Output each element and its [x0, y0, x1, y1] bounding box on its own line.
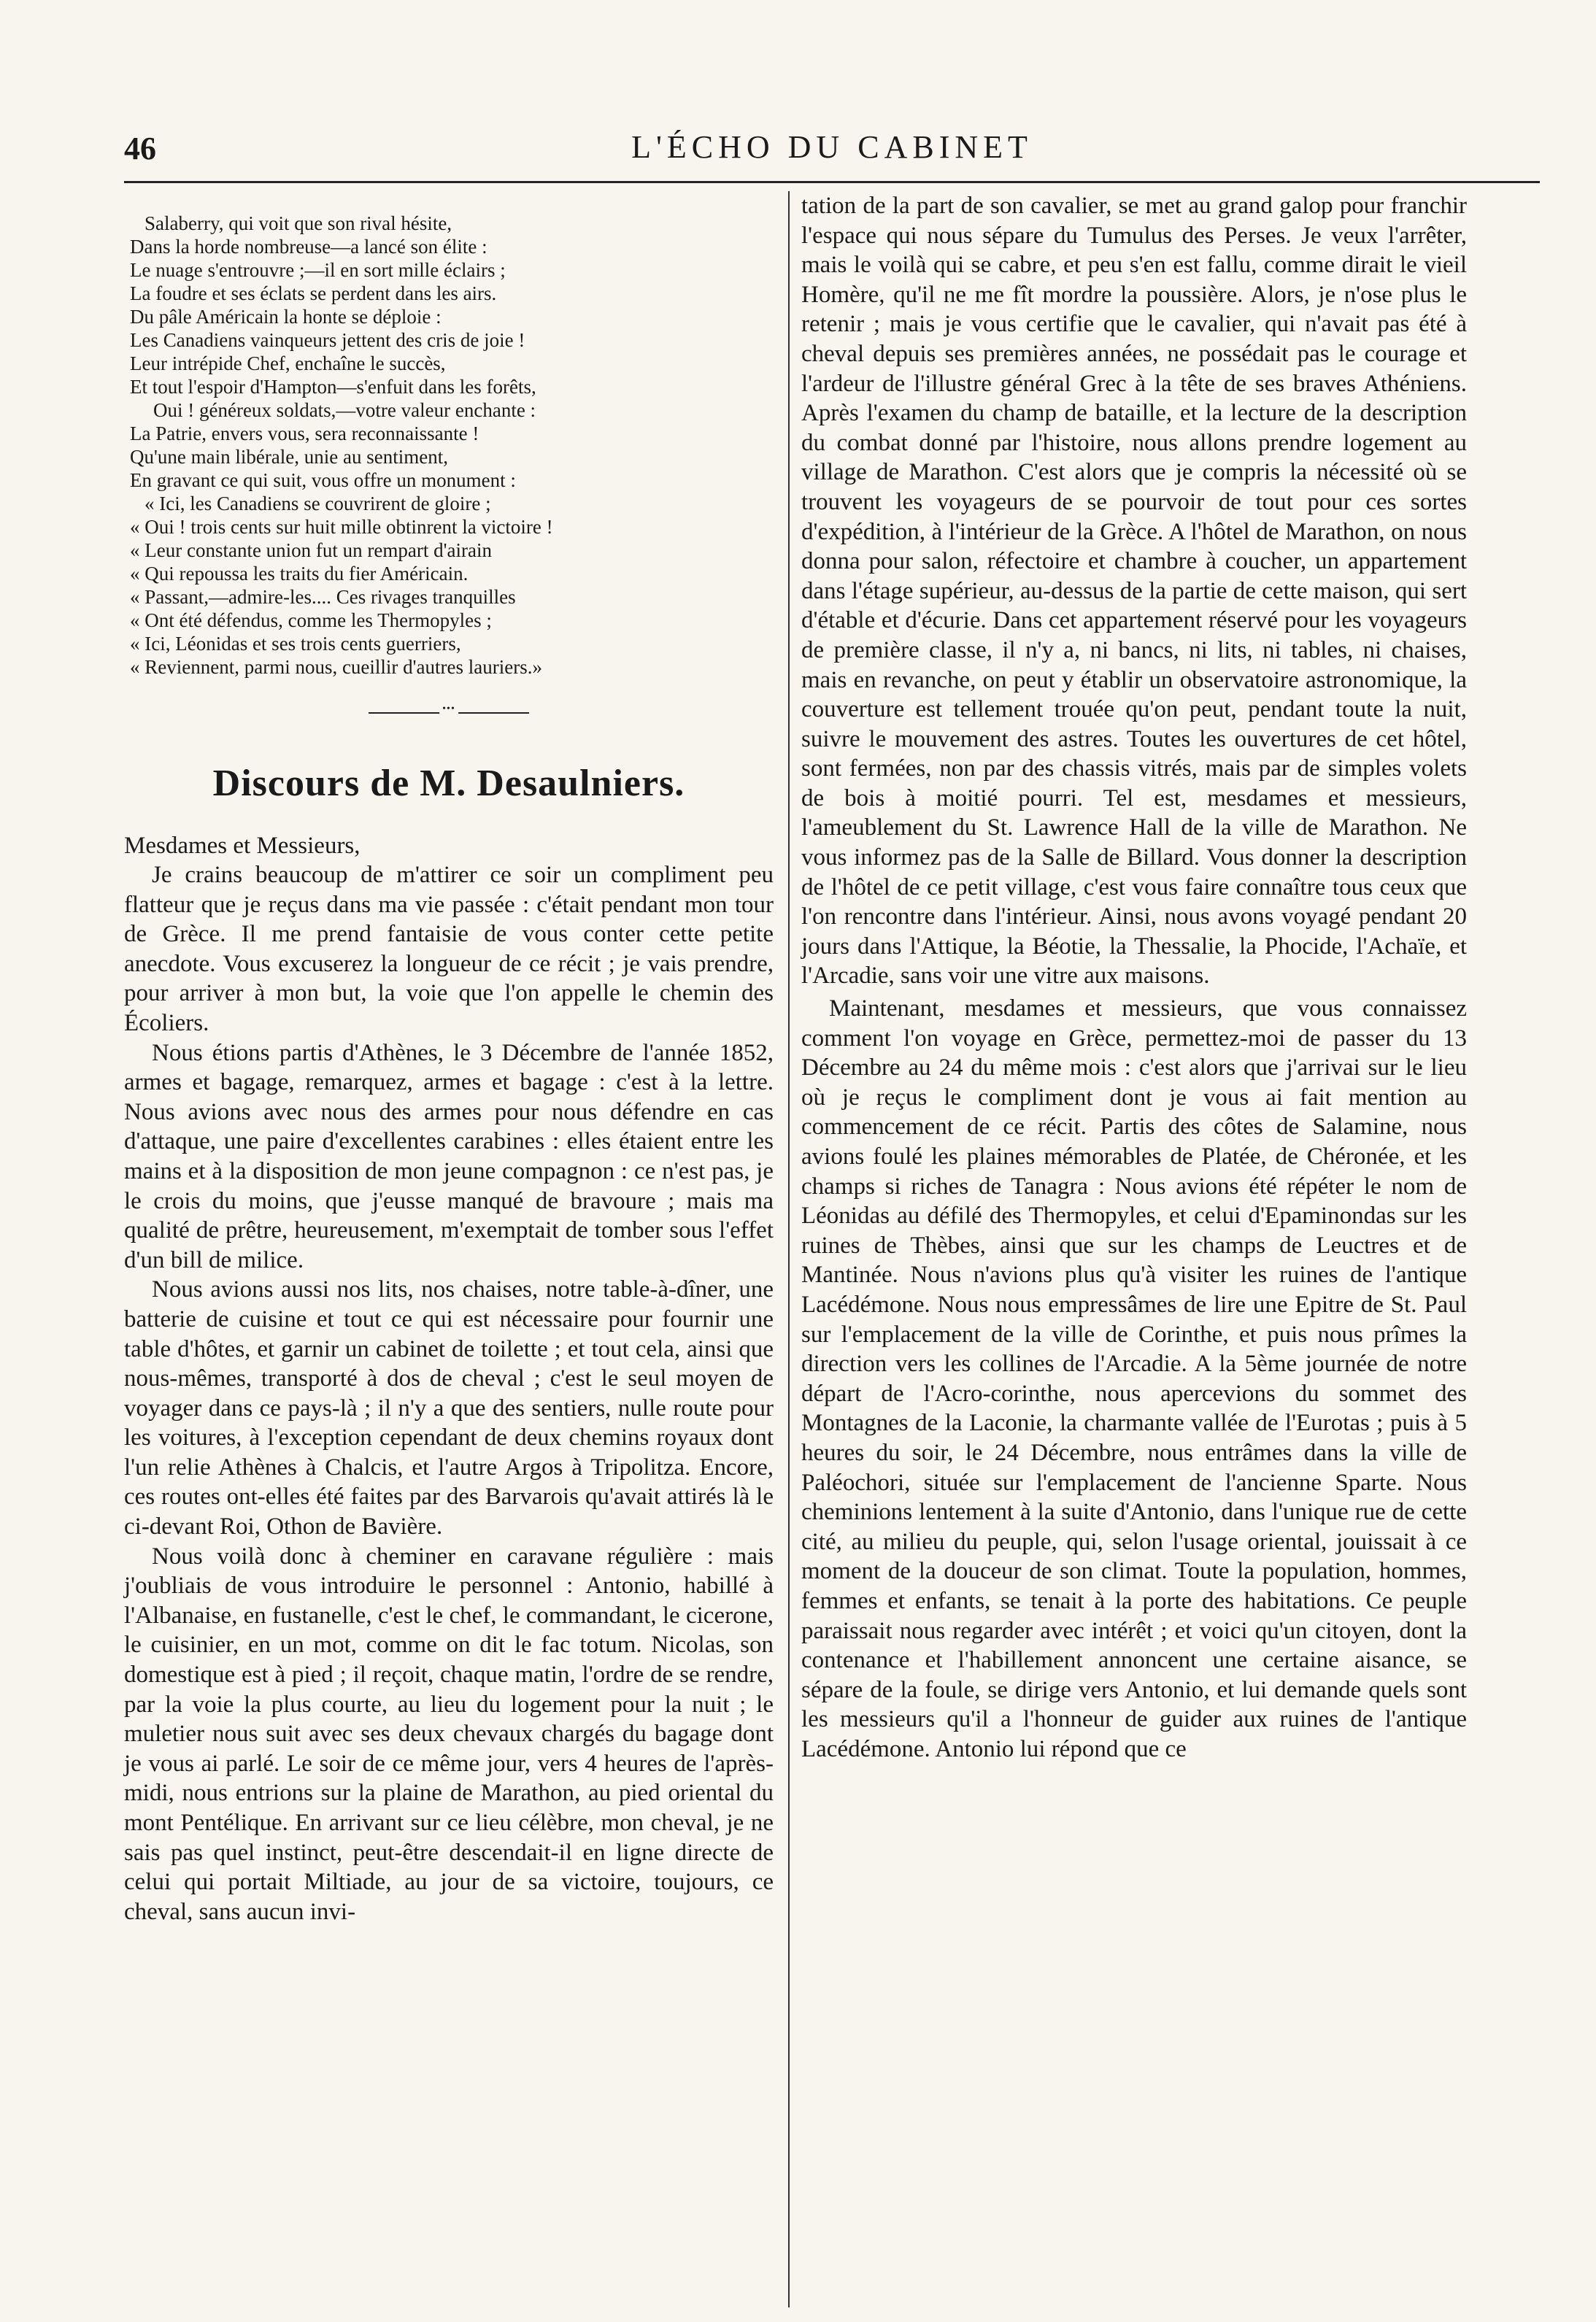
page-header [124, 126, 1540, 177]
poem-line: « Leur constante union fut un rempart d'airain [130, 539, 492, 561]
section-separator [369, 708, 529, 718]
poem-line: « Oui ! trois cents sur huit mille obtinrent la victoire ! [130, 516, 553, 538]
poem-line: « Passant,—admire-les.... Ces rivages tranquilles [130, 586, 516, 608]
poem [124, 212, 774, 679]
left-column [124, 191, 774, 1926]
page-number: 46 [124, 131, 156, 166]
paragraph: Maintenant, mesdames et messieurs, que vous connaissez comment l'on voyage en Grèce, permettez-moi de passer du 13 Décembre au 24 du même mois : c'est alors que j'arrivai sur le lieu où je reçus le compliment dont je vous ai fait mention au commencement de ce récit. Partis des côtes de Salamine, nous avions foulé les plaines mémorables de Platée, de Chéronée, et les champs si riches de Tanagra : Nous avions été répéter le nom de Léonidas au défilé des Thermopyles, et celui d'Epaminondas sur les ruines de Thèbes, ainsi que sur les champs de Leuctres et de Mantinée. Nous n'avions plus qu'à visiter les ruines de l'antique Lacédémone. Nous nous empressâmes de lire une Epitre de St. Paul sur l'emplacement de la ville de Corinthe, et puis nous prîmes la direction vers les collines de l'Arcadie. A la 5ème journée de notre départ de l'Acro-corinthe, nous apercevions du sommet des Montagnes de la Laconie, la charmante vallée de l'Eurotas ; puis à 5 heures du soir, le 24 Décembre, nous entrâmes dans la ville de Paléochori, située sur l'emplacement de l'ancienne Sparte. Nous cheminions lentement à la suite d'Antonio, dans l'unique rue de cette cité, au milieu du peuple, qui, selon l'usage oriental, jouissait à ce moment de la douceur de son climat. Toute la population, hommes, femmes et enfants, se tenait à la porte des habitations. Ce peuple paraissait nous regarder avec intérêt ; et voici qu'un citoyen, dont la contenance et l'habillement annoncent une certaine aisance, se sépare de la foule, se dirige vers Antonio, et lui demande quels sont les messieurs qu'il a l'honneur de guider aux ruines de l'antique Lacédémone. Antonio lui répond que ce [801, 995, 1467, 1762]
section-title: Discours de M. Desaulniers. [212, 763, 685, 804]
paragraph: Je crains beaucoup de m'attirer ce soir un compliment peu flatteur que je reçus dans ma vie passée : c'était pendant mon tour de Grèce. Il me prend fantaisie de vous conter cette petite anecdote. Vous excuserez la longueur de ce récit ; je vais prendre, pour arriver à mon but, la voie que l'on appelle le chemin des Écoliers. [124, 862, 774, 1036]
poem-line: La foudre et ses éclats se perdent dans les airs. [130, 282, 497, 304]
header-rule [124, 181, 1540, 183]
poem-line: Salaberry, qui voit que son rival hésite, [144, 212, 452, 234]
column-divider [788, 191, 790, 2307]
poem-line: « Ici, Léonidas et ses trois cents guerriers, [130, 633, 461, 655]
poem-line: Qu'une main libérale, unie au sentiment, [130, 446, 448, 468]
poem-line: Et tout l'espoir d'Hampton—s'enfuit dans les forêts, [130, 376, 536, 398]
paragraph: Nous étions partis d'Athènes, le 3 Décembre de l'année 1852, armes et bagage, remarquez, armes et bagage : c'est à la lettre. Nous avions avec nous des armes pour nous défendre en cas d'attaque, une paire d'excellentes carabines : elles étaient entre les mains et à la disposition de mon jeune compagnon : ce n'est pas, je le crois du moins, que j'eusse manqué de bravoure ; mais ma qualité de prêtre, heureusement, m'exemptait de tomber sous l'effet d'un bill de milice. [124, 1039, 774, 1273]
poem-line: « Qui repoussa les traits du fier Américain. [130, 563, 469, 585]
poem-line: « Ont été défendus, comme les Thermopyles ; [130, 609, 492, 631]
poem-line: La Patrie, envers vous, sera reconnaissante ! [130, 423, 479, 444]
poem-line: Le nuage s'entrouvre ;—il en sort mille éclairs ; [130, 259, 506, 281]
paragraph: Nous voilà donc à cheminer en caravane régulière : mais j'oubliais de vous introduire le personnel : Antonio, habillé à l'Albanaise, en fustanelle, c'est le chef, le commandant, le cicerone, le cuisinier, en un mot, comme on dit le fac totum. Nicolas, son domestique est à pied ; il reçoit, chaque matin, l'ordre de se rendre, par la voie la plus courte, au lieu du logement pour la nuit ; le muletier nous suit avec ses deux chevaux chargés du bagage dont je vous ai parlé. Le soir de ce même jour, vers 4 heures de l'après-midi, nous entrions sur la plaine de Marathon, au pied oriental du mont Pentélique. En arrivant sur ce lieu célèbre, mon cheval, je ne sais pas quel instinct, peut-être descendait-il en ligne directe de celui qui portait Miltiade, au jour de sa victoire, toujours, ce cheval, sans aucun invi- [124, 1543, 774, 1925]
poem-line: Oui ! généreux soldats,—votre valeur enchante : [153, 399, 536, 421]
poem-line: « Ici, les Canadiens se couvrirent de gloire ; [144, 493, 491, 514]
poem-line: En gravant ce qui suit, vous offre un monument : [130, 469, 516, 491]
salutation: Mesdames et Messieurs, [124, 833, 361, 859]
paragraph: Nous avions aussi nos lits, nos chaises, notre table-à-dîner, une batterie de cuisine et tout ce qui est nécessaire pour fournir une table d'hôtes, et garnir un cabinet de toilette ; et tout cela, ainsi que nous-mêmes, transporté à dos de cheval ; c'est le seul moyen de voyager dans ce pays-là ; il n'y a que des sentiers, nulle route pour les voitures, à l'exception cependant de deux chemins royaux dont l'un relie Athènes à Chalcis, et l'autre Argos à Tripolitza. Encore, ces routes ont-elles été faites par des Barvarois qu'avait attirés là le ci-devant Roi, Othon de Bavière. [124, 1276, 774, 1540]
paragraph-continued: tation de la part de son cavalier, se met au grand galop pour franchir l'espace qui nous sépare du Tumulus des Perses. Je veux l'arrêter, mais le voilà qui se cabre, et peu s'en est fallu, comme dirait le vieil Homère, qu'il ne me fît mordre la poussière. Alors, je n'ose plus le retenir ; mais je vous certifie que le cavalier, qui n'avait pas été à cheval depuis ses premières années, ne possédait pas le courage et l'ardeur de l'illustre général Grec à la tête de ses braves Athéniens. Après l'examen du champ de bataille, et la lecture de la description du combat donné par l'histoire, nous allons prendre logement au village de Marathon. C'est alors que je compris la nécessité où se trouvent les voyageurs de se pourvoir de tout pour ces sortes d'expédition, à l'intérieur de la Grèce. A l'hôtel de Marathon, on nous donna pour salon, réfectoire et chambre à coucher, un appartement dans l'étage supérieur, au-dessus de la partie de cette maison, qui sert d'étable et d'écurie. Dans cet appartement réservé pour les voyageurs de première classe, il n'y a, ni bancs, ni lits, ni tables, ni chaises, mais en revanche, on peut y établir un observatoire astronomique, la couverture est tellement trouée qu'on peut, pendant toute la nuit, suivre le mouvement des astres. Toutes les ouvertures de cet hôtel, sont fermées, non par des chassis vitrés, mais par de simples volets de bois à moitié pourri. Tel est, mesdames et messieurs, l'ameublement du St. Lawrence Hall de la ville de Marathon. Ne vous informez pas de la Salle de Billard. Vous donner la description de l'hôtel de ce petit village, c'est vous faire connaître tous ceux que l'on rencontre dans l'intérieur. Ainsi, nous avons voyagé pendant 20 jours dans l'Attique, la Béotie, la Thessalie, la Phocide, l'Achaïe, et l'Arcadie, sans voir une vitre aux maisons. [801, 193, 1467, 990]
poem-line: Les Canadiens vainqueurs jettent des cris de joie ! [130, 329, 525, 351]
right-column [801, 191, 1467, 1764]
poem-line: Du pâle Américain la honte se déploie : [130, 306, 442, 328]
poem-line: Dans la horde nombreuse—a lancé son élite : [130, 236, 487, 258]
poem-line: Leur intrépide Chef, enchaîne le succès, [130, 352, 446, 374]
poem-line: « Reviennent, parmi nous, cueillir d'autres lauriers.» [130, 656, 542, 678]
running-title: L'ÉCHO DU CABINET [631, 129, 1033, 165]
